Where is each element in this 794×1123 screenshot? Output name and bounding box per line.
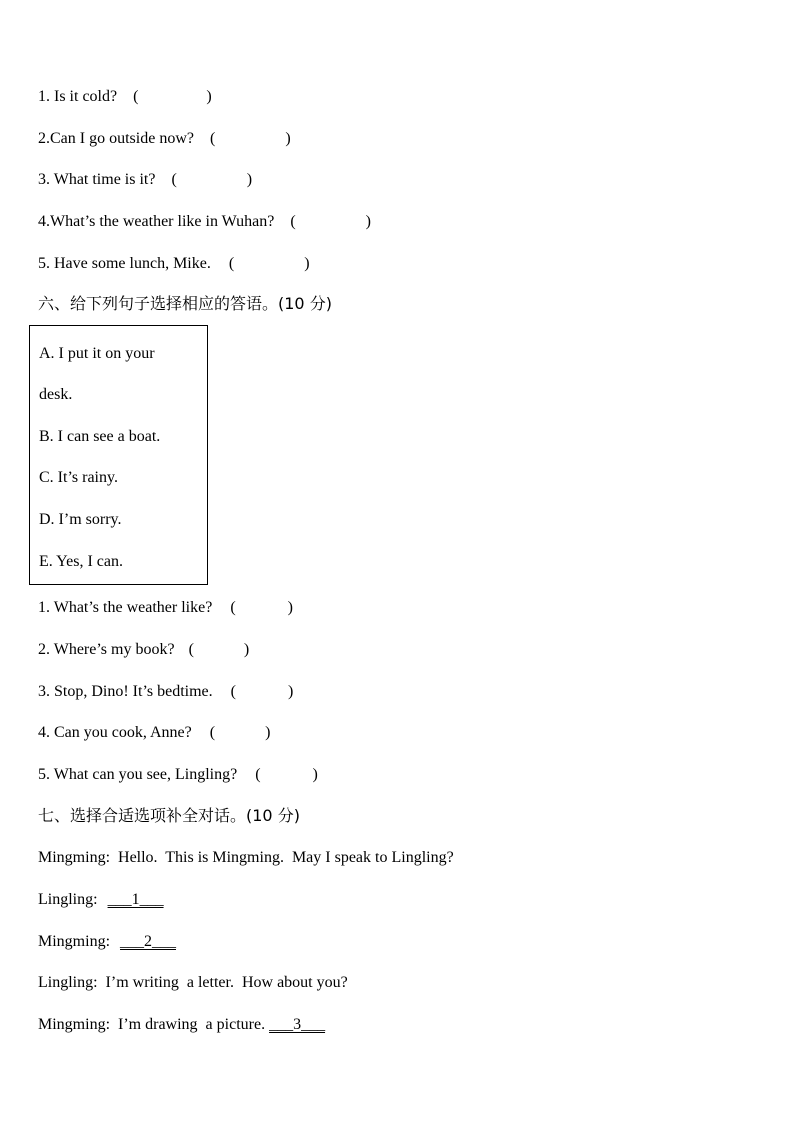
dialogue-line-1: Mingming: Hello. This is Mingming. May I speak to Lingling? — [38, 849, 454, 866]
s6-question-2: 2. Where’s my book? ( ) — [38, 641, 250, 658]
s6-question-1: 1. What’s the weather like? ( ) — [38, 599, 293, 616]
option-c: C. It’s rainy. — [39, 469, 118, 486]
s6-question-3: 3. Stop, Dino! It’s bedtime. ( ) — [38, 683, 294, 700]
blank-1: ___1___ — [107, 891, 164, 908]
option-d: D. I’m sorry. — [39, 511, 122, 528]
answer-paren-close: ) — [285, 130, 291, 147]
answer-paren-open: ( — [230, 599, 236, 616]
answer-paren-open: ( — [171, 171, 177, 188]
answer-paren-open: ( — [230, 683, 236, 700]
section-6-heading: 六、给下列句子选择相应的答语。(10 分) — [38, 294, 332, 313]
dialogue-line-5: Mingming: I’m drawing a picture. ___3___ — [38, 1016, 326, 1033]
answer-paren-open: ( — [228, 255, 235, 272]
answer-paren-close: ) — [206, 88, 212, 105]
s5-question-1: 1. Is it cold? ( ) — [38, 88, 212, 105]
answer-paren-close: ) — [287, 599, 293, 616]
answer-options-box — [29, 325, 208, 585]
s5-question-2: 2.Can I go outside now? ( ) — [38, 130, 291, 147]
option-b: B. I can see a boat. — [39, 428, 161, 445]
blank-2: ___2___ — [120, 933, 177, 950]
answer-paren-close: ) — [287, 683, 294, 700]
s6-question-4: 4. Can you cook, Anne? ( ) — [38, 724, 271, 741]
answer-paren-open: ( — [290, 213, 296, 230]
dialogue-line-3: Mingming: ___2___ — [38, 933, 177, 950]
answer-paren-close: ) — [265, 724, 271, 741]
answer-paren-open: ( — [209, 130, 216, 147]
option-e: E. Yes, I can. — [39, 553, 123, 570]
answer-paren-open: ( — [255, 766, 261, 783]
dialogue-line-2: Lingling: ___1___ — [38, 891, 164, 908]
blank-3: ___3___ — [269, 1016, 326, 1033]
answer-paren-close: ) — [243, 641, 250, 658]
s6-question-5: 5. What can you see, Lingling? ( ) — [38, 766, 318, 783]
answer-paren-close: ) — [304, 255, 310, 272]
answer-paren-close: ) — [365, 213, 371, 230]
option-a-line1: A. I put it on your — [39, 345, 155, 362]
answer-paren-open: ( — [209, 724, 216, 741]
dialogue-line-4: Lingling: I’m writing a letter. How about you? — [38, 974, 348, 991]
answer-paren-open: ( — [133, 88, 139, 105]
option-a-line2: desk. — [39, 386, 73, 403]
s5-question-3: 3. What time is it? ( ) — [38, 171, 253, 188]
answer-paren-open: ( — [188, 641, 194, 658]
s5-question-4: 4.What’s the weather like in Wuhan? ( ) — [38, 213, 371, 230]
answer-paren-close: ) — [312, 766, 318, 783]
s5-question-5: 5. Have some lunch, Mike. ( ) — [38, 255, 310, 272]
section-7-heading: 七、选择合适选项补全对话。(10 分) — [38, 806, 300, 825]
answer-paren-close: ) — [246, 171, 253, 188]
